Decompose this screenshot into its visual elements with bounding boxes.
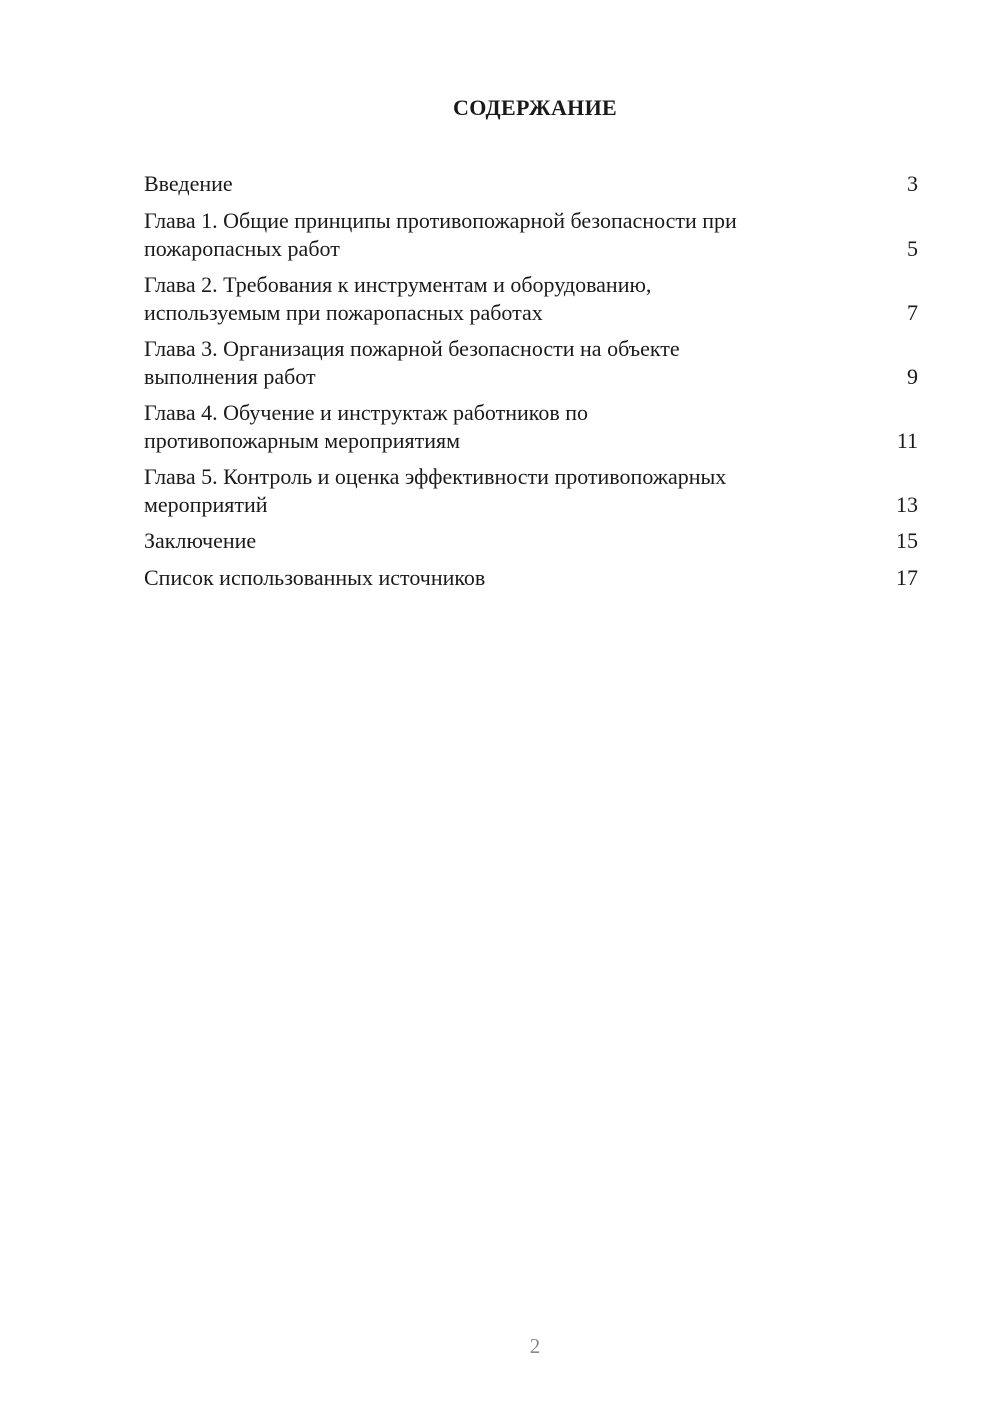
toc-item-page: 17 bbox=[896, 565, 918, 590]
toc-item-text bbox=[144, 463, 726, 519]
toc-item-references bbox=[144, 564, 918, 592]
toc-item-text bbox=[144, 399, 588, 455]
toc-item-line: Введение bbox=[144, 171, 233, 196]
toc-item-chapter-3 bbox=[144, 335, 918, 391]
toc-item-line: Глава 2. Требования к инструментам и оборудованию, bbox=[144, 272, 652, 297]
toc-item-line: противопожарным мероприятиям bbox=[144, 428, 461, 453]
toc-item-line: пожаропасных работ bbox=[144, 236, 340, 261]
toc-item-page: 9 bbox=[907, 364, 918, 389]
toc-item-page: 7 bbox=[907, 300, 918, 325]
page-number: 2 bbox=[529, 1334, 541, 1358]
toc-item-text bbox=[144, 271, 651, 327]
toc-item-page: 5 bbox=[907, 236, 918, 261]
toc-item-line: Глава 3. Организация пожарной безопасности на объекте bbox=[144, 336, 680, 361]
toc-item-chapter-4 bbox=[144, 399, 918, 455]
toc-item-text bbox=[144, 527, 256, 555]
toc-item-page: 13 bbox=[896, 492, 918, 517]
toc-item-introduction bbox=[144, 170, 918, 198]
toc-item-line: Глава 4. Обучение и инструктаж работников по bbox=[144, 400, 589, 425]
toc-item-line: выполнения работ bbox=[144, 364, 316, 389]
toc-item-line: Глава 1. Общие принципы противопожарной безопасности при bbox=[144, 208, 737, 233]
table-of-contents bbox=[144, 170, 918, 601]
toc-item-text bbox=[144, 170, 233, 198]
toc-item-page: 11 bbox=[896, 428, 918, 453]
page-title: СОДЕРЖАНИЕ bbox=[453, 95, 617, 120]
toc-item-line: Глава 5. Контроль и оценка эффективности противопожарных bbox=[144, 464, 727, 489]
toc-item-conclusion bbox=[144, 527, 918, 555]
toc-item-text bbox=[144, 335, 680, 391]
toc-item-chapter-2 bbox=[144, 271, 918, 327]
toc-item-text bbox=[144, 207, 737, 263]
toc-item-page: 15 bbox=[896, 528, 918, 553]
toc-item-chapter-5 bbox=[144, 463, 918, 519]
toc-item-text bbox=[144, 564, 485, 592]
toc-item-line: мероприятий bbox=[144, 492, 268, 517]
toc-item-line: Список использованных источников bbox=[144, 565, 486, 590]
toc-item-page: 3 bbox=[907, 171, 918, 196]
toc-item-line: Заключение bbox=[144, 528, 257, 553]
toc-item-chapter-1 bbox=[144, 207, 918, 263]
toc-item-line: используемым при пожаропасных работах bbox=[144, 300, 543, 325]
